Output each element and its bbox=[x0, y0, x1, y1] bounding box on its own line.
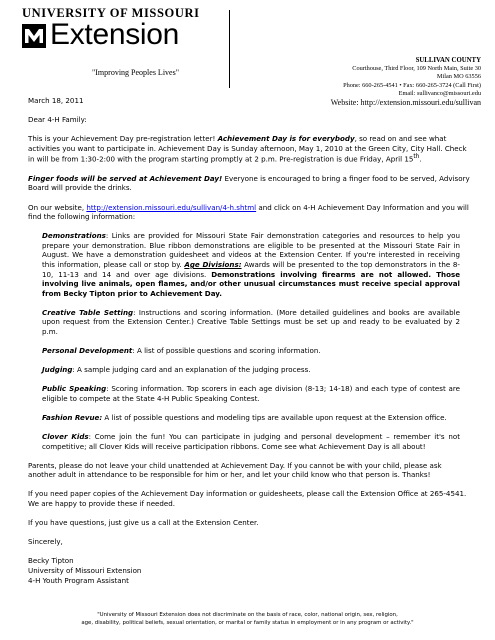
intro-emphasis: Achievement Day is for everybody bbox=[217, 134, 355, 144]
questions-paragraph: If you have questions, just give us a call at the Extension Center. bbox=[28, 518, 259, 528]
public-speaking-item bbox=[28, 384, 470, 403]
letter-date: March 18, 2011 bbox=[28, 96, 84, 105]
address-line-2: Milan MO 63556 bbox=[436, 73, 481, 81]
footer-line-1: "University of Missouri Extension does not discriminate on the basis of race, color, national origin, sex, religion, bbox=[97, 612, 398, 618]
judging-item bbox=[28, 365, 470, 375]
intro-superscript: th bbox=[413, 154, 420, 161]
intro-paragraph bbox=[28, 134, 470, 164]
table-setting-title: Creative Table Setting bbox=[42, 307, 134, 317]
fashion-revue-item bbox=[28, 413, 470, 423]
table-setting-item bbox=[28, 308, 470, 337]
website-address: Website: http://extension.missouri.edu/sullivan bbox=[330, 98, 481, 108]
footer-line-2: age, disability, political beliefs, sexual orientation, or marital or family status in employment or in any program or activity." bbox=[81, 619, 414, 626]
personal-development-text: : A list of possible questions and scoring information. bbox=[132, 346, 321, 356]
personal-development-item bbox=[28, 346, 470, 356]
clover-kids-text: : Come join the fun! You can participate in judging and personal development – remember it's not competitive; all Clover Kids will receive participation ribbons. Come see what Achievement Day is all about! bbox=[42, 432, 460, 451]
nondiscrimination-footer bbox=[20, 612, 475, 628]
phone-fax: Phone: 660-265-4541 • Fax: 660-265-3724 (Call First) bbox=[343, 81, 481, 89]
address-line-1: Courthouse, Third Floor, 109 North Main, Suite 30 bbox=[352, 65, 481, 73]
demonstrations-restrictions: Demonstrations involving firearms are not allowed. Those involving live animals, open flames, and/or other unusual circumstances must receive special approval from Becky Tipton prior to Achievement Day. bbox=[42, 269, 460, 298]
website-text-1: On our website, bbox=[28, 202, 87, 212]
intro-text-2: , so read on and see what activities you want to participate in. Achievement Day is Sunday afternoon, May 1, 2010 at the Green City, City Hall. Check in will be from 1:30-2:00 with the program starting promptly at 2 p.m. Pre-registration is due Friday, April 15 bbox=[28, 134, 467, 164]
signer-organization: University of Missouri Extension bbox=[28, 565, 142, 575]
achievement-day-link[interactable]: http://extension.missouri.edu/sullivan/4-h.shtml bbox=[86, 202, 257, 212]
paper-copies-paragraph: If you need paper copies of the Achievement Day information or guidesheets, please call the Extension Office at 265-4541. We are happy to provide these if needed. bbox=[28, 489, 467, 509]
demonstrations-title: Demonstrations bbox=[42, 231, 106, 241]
age-divisions-title: Age Divisions: bbox=[184, 259, 242, 269]
website-paragraph bbox=[28, 203, 470, 222]
intro-end: . bbox=[419, 154, 422, 164]
parents-paragraph: Parents, please do not leave your child unattended at Achievement Day. If you cannot be with your child, please ask another adult in attendance to be responsible for him or her, and let your child know who that person is. Thanks! bbox=[28, 460, 442, 480]
demonstrations-item bbox=[28, 231, 470, 298]
public-speaking-text: : Scoring information. Top scorers in each age division (8-13; 14-18) and each type of contest are eligible to compete at the State 4-H Public Speaking Contest. bbox=[42, 384, 460, 403]
clover-kids-item bbox=[28, 432, 470, 451]
closing: Sincerely, bbox=[28, 537, 63, 547]
finger-foods-heading: Finger foods will be served at Achievement Day! bbox=[28, 173, 223, 183]
signature-block bbox=[28, 556, 470, 585]
intro-text-1: This is your Achievement Day pre-registration letter! bbox=[28, 134, 218, 144]
signer-title: 4-H Youth Program Assistant bbox=[28, 575, 129, 585]
signer-name: Becky Tipton bbox=[28, 556, 74, 566]
tagline: "Improving Peoples Lives" bbox=[92, 68, 179, 77]
table-setting-text: : Instructions and scoring information. (More detailed guidelines and books are available upon request from the Extension Center.) Creative Table Settings must be set up and ready to be evaluated by 2 p.m. bbox=[42, 307, 460, 337]
judging-title: Judging bbox=[42, 365, 73, 375]
extension-wordmark: Extension bbox=[50, 18, 180, 51]
personal-development-title: Personal Development bbox=[42, 346, 133, 356]
email-address: Email: sullivanco@missouri.edu bbox=[398, 89, 481, 97]
letterhead-divider bbox=[229, 10, 230, 88]
salutation: Dear 4-H Family: bbox=[28, 115, 87, 125]
finger-foods-paragraph bbox=[28, 174, 470, 193]
judging-text: : A sample judging card and an explanation of the judging process. bbox=[72, 365, 311, 375]
fashion-revue-title: Fashion Revue: bbox=[42, 413, 103, 423]
clover-kids-title: Clover Kids bbox=[42, 432, 89, 442]
age-divisions-text: Awards will be presented to the top demonstrators in the 8-10, 11-13 and 14 and over age divisions. bbox=[42, 259, 460, 279]
public-speaking-title: Public Speaking bbox=[42, 384, 107, 394]
finger-foods-text: Everyone is encouraged to bring a finger food to be served, Advisory Board will provide the drinks. bbox=[28, 173, 470, 193]
mu-logo-icon bbox=[22, 24, 46, 48]
demonstrations-text: : Links are provided for Missouri State Fair demonstration categories and resources to help you prepare your demonstration. Blue ribbon demonstrations are eligible to be presented at the Missouri State Fair in August. We have a demonstration guidesheet and videos at the Extension Center. If you're interested in receiving this information, please call or stop by. bbox=[42, 231, 460, 269]
website-text-2: and click on 4-H Achievement Day Information and you will find the following information: bbox=[28, 202, 469, 222]
university-name: UNIVERSITY OF MISSOURI bbox=[22, 6, 200, 20]
fashion-revue-text: A list of possible questions and modeling tips are available upon request at the Extension office. bbox=[102, 413, 447, 423]
letter-body bbox=[28, 96, 470, 585]
county-name: SULLIVAN COUNTY bbox=[415, 57, 481, 64]
